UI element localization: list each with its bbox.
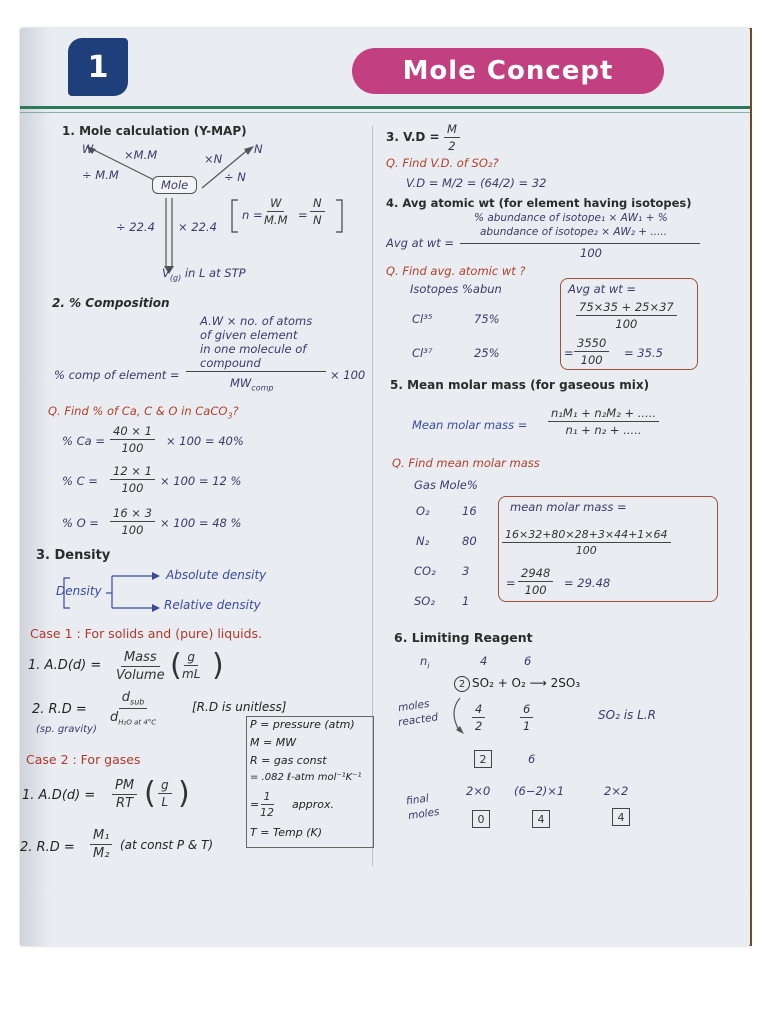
o-lhs: % O = [62,516,99,530]
gas-so2: SO₂ [414,594,435,608]
legend-one-twelfth: $\frac{1}{12}$ [260,790,274,819]
rd2-lhs: 2. R.D = [20,840,75,855]
ad1-lhs: 1. A.D(d) = [28,658,102,673]
legend-gas-const: R = gas const [250,754,327,767]
mmm-lhs: Mean molar mass = [412,418,528,432]
final-moles-so3: 4 [612,808,630,826]
boxed-ratio-so2: 2 [474,750,492,768]
avg-box-eq: = [564,346,574,360]
ca-fraction: $\frac{40 \times 1}{100}$ [110,424,155,455]
final-moles-so2: 0 [472,810,490,828]
avg-box-fraction-2: $\frac{3550}{100}$ [574,336,609,367]
notebook-page [20,28,750,946]
final-moles-label-2: moles [407,805,441,823]
question-caco3: Q. Find % of Ca, C & O in CaCO$_3$? [48,404,239,421]
c-lhs: % C = [62,474,98,488]
moles-reacted-brace [20,28,750,946]
isotope-cl37-abundance: 25% [474,346,500,360]
mmm-box-fraction-2: $\frac{2948}{100}$ [518,566,553,597]
final-calc-so3: 2×2 [604,784,629,798]
section-limiting-reagent-title: 6. Limiting Reagent [394,630,533,645]
ad1-fraction: Mass Volume [116,650,165,683]
ymap-volume-label: $V_{(g)}$ in L at STP [162,266,246,283]
gas-co2-pct: 3 [462,564,470,578]
ymap-times-mm: ×M.M [124,148,158,162]
ymap-div-na: ÷ N [224,170,246,184]
mmm-box-eq: = [506,576,516,590]
initial-moles-o2: 6 [524,654,532,668]
ad2-lhs: 1. A.D(d) = [22,788,96,803]
section-mean-molar-mass-title: 5. Mean molar mass (for gaseous mix) [390,378,650,392]
final-moles-label-1: final [405,792,430,808]
reaction-equation: SO₂ + O₂ ⟶ 2SO₃ [472,676,581,690]
comp-numerator-line-2: of given element [200,328,298,342]
ad2-paren-close: ) [178,776,190,811]
final-moles-o2: 4 [532,810,550,828]
gas-so2-pct: 1 [462,594,470,608]
avg-box-title: Avg at wt = [568,282,637,296]
mmm-fraction: $\frac{\text{n₁M₁ + n₂M₂ + .....}}{\text{n₁ + n₂ + .....}}$ [548,406,659,437]
case-1-title: Case 1 : For solids and (pure) liquids. [30,626,263,641]
density-label: Density [56,584,102,598]
initial-moles-so2: 4 [480,654,488,668]
isotope-cl35-abundance: 75% [474,312,500,326]
vd-answer: V.D = M/2 = (64/2) = 32 [406,176,547,190]
ymap-frac-w-mm: $\frac{W}{M.M}$ [264,196,288,227]
avg-numerator-line-1: % abundance of isotope₁ × AW₁ + % [474,212,668,224]
ymap-formula-n: n = [242,208,263,222]
isotope-table-header: Isotopes %abun [410,282,502,296]
gas-o2: O₂ [416,504,430,518]
legend-temp: T = Temp (K) [250,826,323,839]
avg-numerator-line-2: abundance of isotope₂ × AW₂ + ..... [480,226,668,238]
rd-lhs: 2. R.D = [32,702,87,717]
moles-reacted-label-1: moles [397,697,431,715]
vd-fraction: $\frac{M}{2}$ [444,122,460,153]
ymap-frac-n-na: $\frac{N}{N}$ [310,196,325,227]
rd2-condition: (at const P & T) [120,838,214,852]
legend-approx: approx. [292,798,334,811]
ymap-div-mm: ÷ M.M [82,168,119,182]
ymap-eq: = [298,208,308,222]
ymap-div-22-4: ÷ 22.4 [116,220,155,234]
section-mole-calculation-title: 1. Mole calculation (Y-MAP) [62,124,247,138]
mmm-box-title: mean molar mass = [510,500,627,514]
chapter-number-badge: 1 [68,38,128,96]
initial-moles-label: $n_i$ [420,654,430,671]
o-fraction: $\frac{16 \times 3}{100}$ [110,506,155,537]
limiting-reagent-note: SO₂ is L.R [598,708,656,722]
gas-n2: N₂ [416,534,430,548]
legend-mw: M = MW [250,736,297,749]
rd-unitless-note: [R.D is unitless] [192,700,287,714]
gas-co2: CO₂ [414,564,436,578]
comp-numerator-line-3: in one molecule of [200,342,307,356]
ymap-times-na: ×N [204,152,223,166]
rd-fraction: $d_{sub}$ $d_{H_2O at 4^\circ C}$ [110,690,157,727]
final-calc-so2: 2×0 [466,784,491,798]
ratio-o2: 6 [528,752,536,766]
ad2-unit-fraction: $\frac{g}{L}$ [158,778,172,809]
ad1-paren-open: ( [170,648,182,683]
case-2-title: Case 2 : For gases [26,752,141,767]
ca-lhs: % Ca = [62,434,105,448]
moles-reacted-so2-fraction: $\frac{4}{2}$ [472,702,485,733]
ad1-unit-fraction: $\frac{g}{mL}$ [182,650,201,681]
moles-reacted-o2-fraction: $\frac{6}{1}$ [520,702,533,733]
o-result: × 100 = 48 % [160,516,242,530]
comp-times-100: × 100 [330,368,366,382]
legend-pressure: P = pressure (atm) [250,718,355,731]
comp-denominator: $MW_{comp}$ [230,376,274,393]
ca-result: × 100 = 40% [166,434,244,448]
ymap-mole-node: Mole [152,176,197,194]
absolute-density-label: Absolute density [166,568,267,582]
gas-o2-pct: 16 [462,504,477,518]
avg-denominator: 100 [580,246,602,260]
mmm-box-result: = 29.48 [564,576,611,590]
avg-lhs: Avg at wt = [386,236,455,250]
section-composition-title: 2. % Composition [52,296,170,310]
final-calc-o2: (6−2)×1 [514,784,565,798]
avg-box-result: = 35.5 [624,346,663,360]
chapter-title: Mole Concept [352,48,664,94]
ymap-n: N [254,142,263,156]
moles-reacted-label-2: reacted [397,711,439,729]
c-fraction: $\frac{12 \times 1}{100}$ [110,464,155,495]
ymap-times-22-4: × 22.4 [178,220,217,234]
comp-numerator-line-4: compound [200,356,261,370]
gas-n2-pct: 80 [462,534,477,548]
comp-numerator-line-1: A.W × no. of atoms [200,314,313,328]
isotope-cl37: Cl³⁷ [412,346,433,360]
question-vd-so2: Q. Find V.D. of SO₂? [386,156,499,170]
rd2-fraction: $\frac{\text{M₁}}{\text{M₂}}$ [90,828,112,861]
section-density-title: 3. Density [36,548,111,563]
avg-box-fraction-1: $\frac{75\times 35 + 25\times 37}{100}$ [576,300,677,331]
ad2-paren-open: ( [144,776,156,811]
ymap-w: W [82,142,94,156]
isotope-cl35: Cl³⁵ [412,312,433,326]
relative-density-label: Relative density [164,598,261,612]
comp-lhs: % comp of element = [54,368,180,382]
sp-gravity-note: (sp. gravity) [36,724,97,735]
reaction-coefficient: 2 [454,676,470,692]
question-avg-atomic-wt: Q. Find avg. atomic wt ? [386,264,526,278]
question-mean-molar-mass: Q. Find mean molar mass [392,456,540,470]
legend-gas-const-value: = .082 ℓ-atm mol⁻¹K⁻¹ [250,772,362,783]
mmm-box-fraction-1: $\frac{16\times 32+80\times 28+3\times 44+1\times 64}{100}$ [502,528,671,557]
legend-eq-sign: = [250,798,260,811]
ad1-paren-close: ) [212,648,224,683]
section-vd-title: 3. V.D = [386,130,440,144]
ad2-fraction: $\frac{PM}{RT}$ [112,778,137,811]
section-avg-atomic-wt-title: 4. Avg atomic wt (for element having isotopes) [386,196,692,210]
c-result: × 100 = 12 % [160,474,242,488]
gas-table-header: Gas Mole% [414,478,478,492]
